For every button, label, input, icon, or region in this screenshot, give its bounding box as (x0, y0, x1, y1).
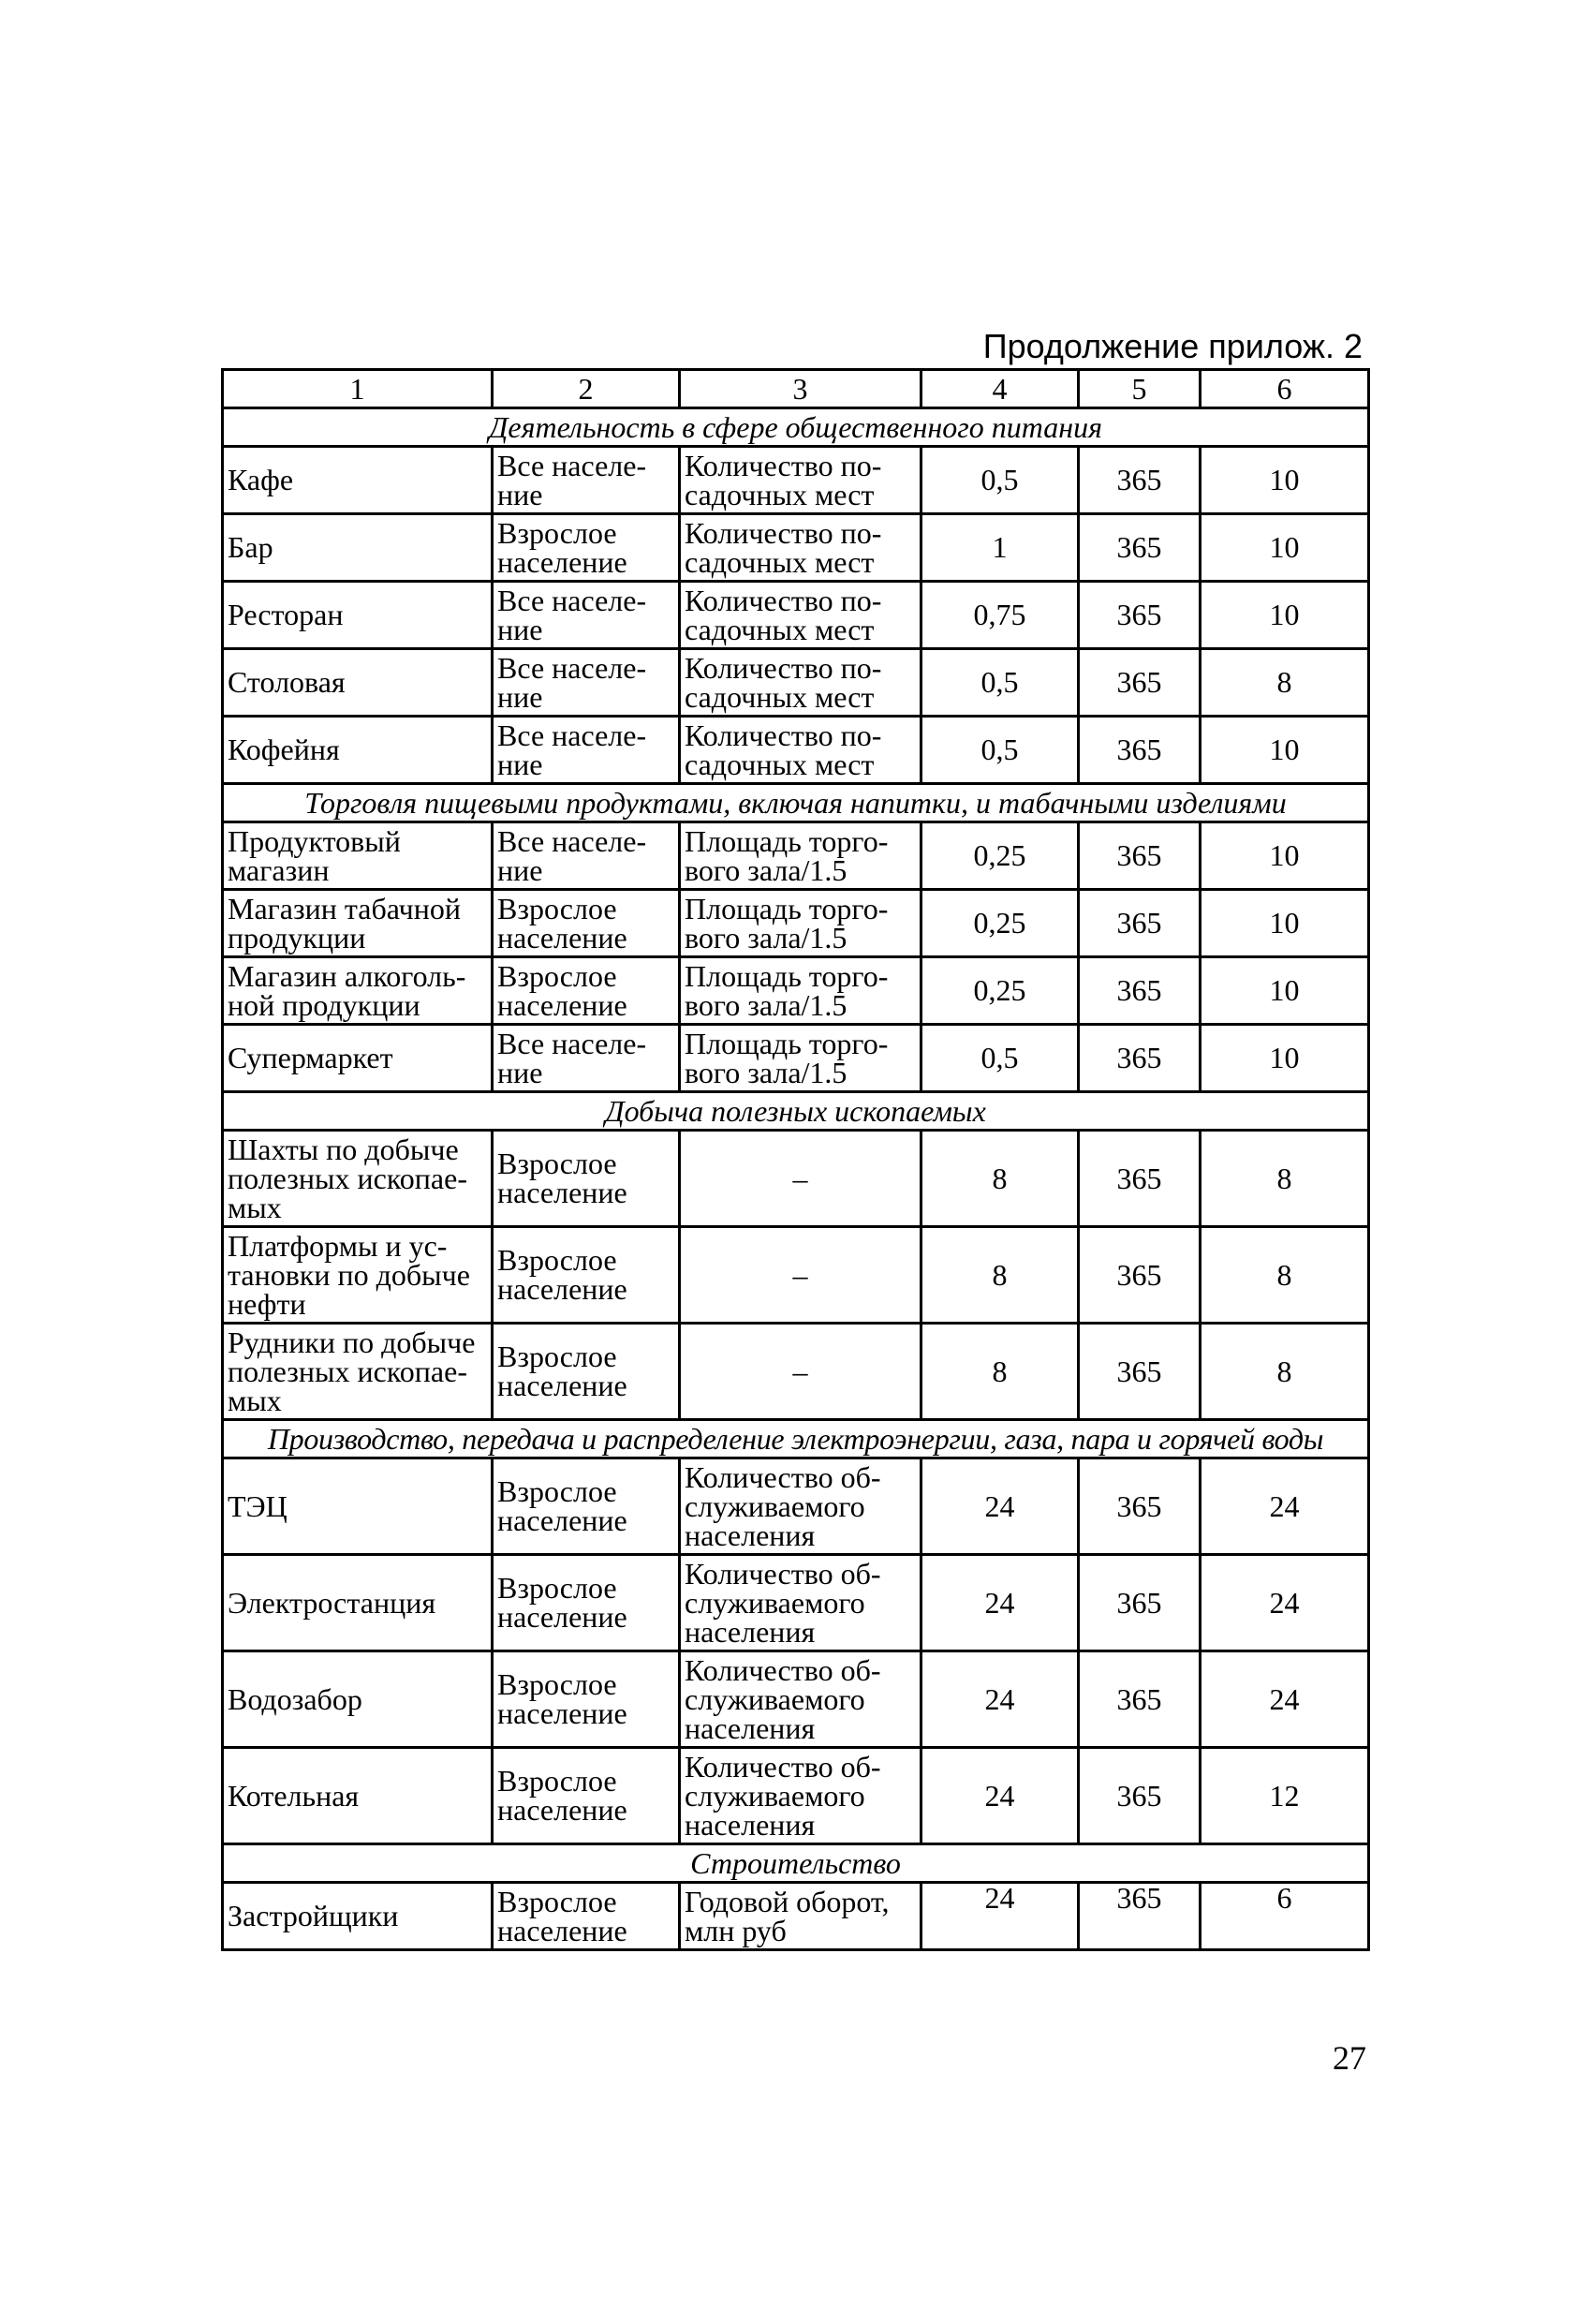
table-row (223, 822, 1369, 890)
cell-population: Все населе- ние (493, 822, 680, 890)
header-cell: 6 (1201, 370, 1369, 408)
section-row (223, 1092, 1369, 1131)
table-row (223, 890, 1369, 957)
cell-days: 365 (1079, 582, 1201, 649)
cell-population: Все населе- ние (493, 649, 680, 717)
cell-name: ТЭЦ (223, 1458, 493, 1555)
cell-name: Застройщики (223, 1883, 493, 1950)
page-number: 27 (1333, 2039, 1366, 2077)
cell-name: Котельная (223, 1748, 493, 1844)
section-title: Строительство (223, 1844, 1369, 1883)
cell-days: 365 (1079, 1555, 1201, 1651)
section-title: Торговля пищевыми продуктами, включая напитки, и табачными изделиями (223, 784, 1369, 822)
cell-days: 365 (1079, 1324, 1201, 1420)
cell-name: Ресторан (223, 582, 493, 649)
cell-value: 0,75 (921, 582, 1079, 649)
cell-days: 365 (1079, 649, 1201, 717)
cell-basis: Площадь торго- вого зала/1.5 (680, 1025, 921, 1092)
cell-name: Рудники по добыче полезных ископае- мых (223, 1324, 493, 1420)
table-row (223, 1651, 1369, 1748)
cell-value: 24 (921, 1458, 1079, 1555)
cell-days: 365 (1079, 1651, 1201, 1748)
table-row (223, 1131, 1369, 1227)
cell-basis: Количество об- служиваемого населения (680, 1458, 921, 1555)
cell-hours: 24 (1201, 1651, 1369, 1748)
table-row (223, 717, 1369, 784)
cell-value: 1 (921, 514, 1079, 582)
cell-basis: – (680, 1131, 921, 1227)
cell-population: Все населе- ние (493, 582, 680, 649)
cell-hours: 8 (1201, 1324, 1369, 1420)
cell-value: 0,25 (921, 822, 1079, 890)
cell-days: 365 (1079, 1748, 1201, 1844)
table-row (223, 514, 1369, 582)
cell-value: 0,5 (921, 649, 1079, 717)
section-title: Производство, передача и распределение электроэнергии, газа, пара и горячей воды (223, 1420, 1369, 1458)
header-cell: 4 (921, 370, 1079, 408)
table-row (223, 649, 1369, 717)
section-title: Деятельность в сфере общественного питания (223, 408, 1369, 447)
header-cell: 1 (223, 370, 493, 408)
cell-population: Взрослое население (493, 1131, 680, 1227)
section-title: Добыча полезных ископаемых (223, 1092, 1369, 1131)
cell-name: Магазин табачной продукции (223, 890, 493, 957)
cell-value: 0,5 (921, 447, 1079, 514)
table-row (223, 1324, 1369, 1420)
cell-name: Продуктовый магазин (223, 822, 493, 890)
cell-days: 365 (1079, 447, 1201, 514)
cell-hours: 10 (1201, 582, 1369, 649)
cell-hours: 10 (1201, 822, 1369, 890)
cell-basis: – (680, 1227, 921, 1324)
cell-basis: Количество об- служиваемого населения (680, 1555, 921, 1651)
cell-value: 24 (921, 1651, 1079, 1748)
cell-hours: 10 (1201, 717, 1369, 784)
cell-value: 0,25 (921, 957, 1079, 1025)
cell-hours: 24 (1201, 1555, 1369, 1651)
cell-basis: Количество по- садочных мест (680, 717, 921, 784)
cell-basis: Площадь торго- вого зала/1.5 (680, 890, 921, 957)
cell-days: 365 (1079, 1025, 1201, 1092)
cell-hours: 10 (1201, 447, 1369, 514)
table-row (223, 1227, 1369, 1324)
table-row (223, 957, 1369, 1025)
table-row (223, 1555, 1369, 1651)
cell-basis: Количество об- служиваемого населения (680, 1651, 921, 1748)
cell-basis: Площадь торго- вого зала/1.5 (680, 822, 921, 890)
cell-population: Взрослое население (493, 1458, 680, 1555)
cell-hours: 10 (1201, 890, 1369, 957)
section-row (223, 408, 1369, 447)
cell-value: 24 (921, 1555, 1079, 1651)
table-row (223, 1458, 1369, 1555)
cell-hours: 8 (1201, 1131, 1369, 1227)
cell-name: Кофейня (223, 717, 493, 784)
cell-population: Взрослое население (493, 890, 680, 957)
cell-hours: 24 (1201, 1458, 1369, 1555)
cell-hours: 8 (1201, 1227, 1369, 1324)
table-row (223, 447, 1369, 514)
cell-hours: 10 (1201, 1025, 1369, 1092)
cell-days: 365 (1079, 1131, 1201, 1227)
table-row (223, 1883, 1369, 1950)
cell-days: 365 (1079, 717, 1201, 784)
cell-days: 365 (1079, 514, 1201, 582)
cell-days: 365 (1079, 1458, 1201, 1555)
cell-name: Электростанция (223, 1555, 493, 1651)
cell-value: 24 (921, 1748, 1079, 1844)
table-row (223, 1748, 1369, 1844)
cell-population: Все населе- ние (493, 717, 680, 784)
cell-population: Все населе- ние (493, 1025, 680, 1092)
cell-value: 8 (921, 1131, 1079, 1227)
cell-value: 0,25 (921, 890, 1079, 957)
table-row (223, 582, 1369, 649)
cell-name: Шахты по добыче полезных ископае- мых (223, 1131, 493, 1227)
section-row (223, 784, 1369, 822)
cell-population: Все населе- ние (493, 447, 680, 514)
cell-population: Взрослое население (493, 957, 680, 1025)
header-cell: 5 (1079, 370, 1201, 408)
cell-value: 8 (921, 1227, 1079, 1324)
cell-name: Платформы и ус- тановки по добыче нефти (223, 1227, 493, 1324)
table-caption: Продолжение прилож. 2 (982, 327, 1363, 365)
cell-basis: Количество по- садочных мест (680, 447, 921, 514)
header-row (223, 370, 1369, 408)
cell-population: Взрослое население (493, 1748, 680, 1844)
cell-basis: Годовой оборот, млн руб (680, 1883, 921, 1950)
cell-name: Столовая (223, 649, 493, 717)
data-table (221, 368, 1370, 1951)
cell-basis: Площадь торго- вого зала/1.5 (680, 957, 921, 1025)
cell-name: Водозабор (223, 1651, 493, 1748)
cell-hours: 10 (1201, 957, 1369, 1025)
cell-hours: 8 (1201, 649, 1369, 717)
table-row (223, 1025, 1369, 1092)
cell-value: 0,5 (921, 1025, 1079, 1092)
cell-population: Взрослое население (493, 1555, 680, 1651)
cell-hours: 10 (1201, 514, 1369, 582)
cell-name: Супермаркет (223, 1025, 493, 1092)
cell-basis: Количество по- садочных мест (680, 514, 921, 582)
cell-population: Взрослое население (493, 1227, 680, 1324)
cell-days: 365 (1079, 822, 1201, 890)
header-cell: 2 (493, 370, 680, 408)
cell-basis: Количество об- служиваемого населения (680, 1748, 921, 1844)
header-cell: 3 (680, 370, 921, 408)
cell-days: 365 (1079, 1883, 1201, 1950)
cell-population: Взрослое население (493, 1324, 680, 1420)
cell-population: Взрослое население (493, 1651, 680, 1748)
cell-population: Взрослое население (493, 514, 680, 582)
cell-days: 365 (1079, 890, 1201, 957)
cell-basis: Количество по- садочных мест (680, 582, 921, 649)
cell-basis: Количество по- садочных мест (680, 649, 921, 717)
cell-basis: – (680, 1324, 921, 1420)
cell-value: 24 (921, 1883, 1079, 1950)
cell-hours: 12 (1201, 1748, 1369, 1844)
cell-value: 8 (921, 1324, 1079, 1420)
cell-name: Кафе (223, 447, 493, 514)
cell-population: Взрослое население (493, 1883, 680, 1950)
cell-name: Бар (223, 514, 493, 582)
cell-name: Магазин алкоголь- ной продукции (223, 957, 493, 1025)
cell-hours: 6 (1201, 1883, 1369, 1950)
cell-value: 0,5 (921, 717, 1079, 784)
section-row (223, 1420, 1369, 1458)
cell-days: 365 (1079, 1227, 1201, 1324)
section-row (223, 1844, 1369, 1883)
cell-days: 365 (1079, 957, 1201, 1025)
